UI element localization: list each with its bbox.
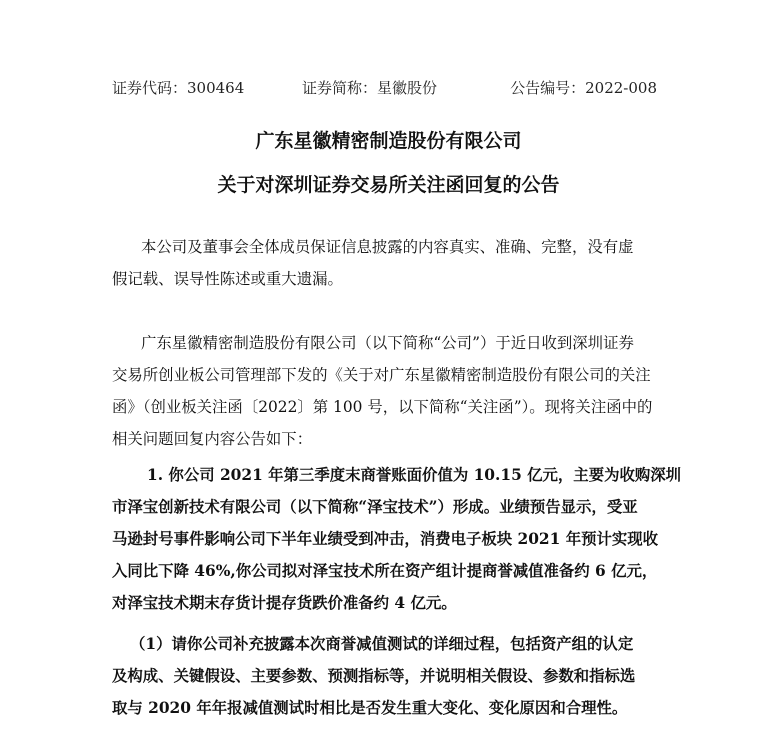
intro-line: 广东星徽精密制造股份有限公司（以下简称“公司”）于近日收到深圳证券 (141, 334, 634, 352)
question-line: 对泽宝技术期末存货计提存货跌价准备约 4 亿元。 (112, 594, 457, 612)
intro-line: 函》（创业板关注函〔2022〕第 100 号，以下简称“关注函”）。现将关注函中的 (112, 398, 653, 416)
subquestion-line: 及构成、关键假设、主要参数、预测指标等，并说明相关假设、参数和指标选 (112, 667, 636, 685)
question-line: 市泽宝创新技术有限公司（以下简称“泽宝技术”）形成。业绩预告显示，受亚 (112, 498, 638, 516)
question-line: 马逊封号事件影响公司下半年业绩受到冲击，消费电子板块 2021 年预计实现收 (112, 530, 659, 548)
intro-line: 交易所创业板公司管理部下发的《关于对广东星徽精密制造股份有限公司的关注 (112, 366, 651, 384)
stock-abbreviation: 证券简称：星徽股份 (302, 79, 438, 97)
subquestion-line: 取与 2020 年年报减值测试时相比是否发生重大变化、变化原因和合理性。 (112, 699, 628, 717)
company-title: 广东星徽精密制造股份有限公司 (255, 130, 522, 152)
intro-line: 相关问题回复内容公告如下： (112, 430, 313, 448)
question-line: 1. 你公司 2021 年第三季度末商誉账面价值为 10.15 亿元，主要为收购深圳 (147, 466, 682, 484)
announcement-header (112, 77, 657, 97)
announcement-title: 关于对深圳证券交易所关注函回复的公告 (217, 174, 560, 196)
question-line: 入同比下降 46%,你公司拟对泽宝技术所在资产组计提商誉减值准备约 6 亿元， (112, 562, 658, 580)
stock-code: 证券代码：300464 (112, 79, 245, 97)
subquestion-line: （1）请你公司补充披露本次商誉减值测试的详细过程，包括资产组的认定 (130, 635, 634, 653)
statement-line: 假记载、误导性陈述或重大遗漏。 (112, 270, 343, 288)
statement-line: 本公司及董事会全体成员保证信息披露的内容真实、准确、完整，没有虚 (141, 238, 634, 256)
announcement-number: 公告编号：2022-008 (510, 79, 657, 97)
